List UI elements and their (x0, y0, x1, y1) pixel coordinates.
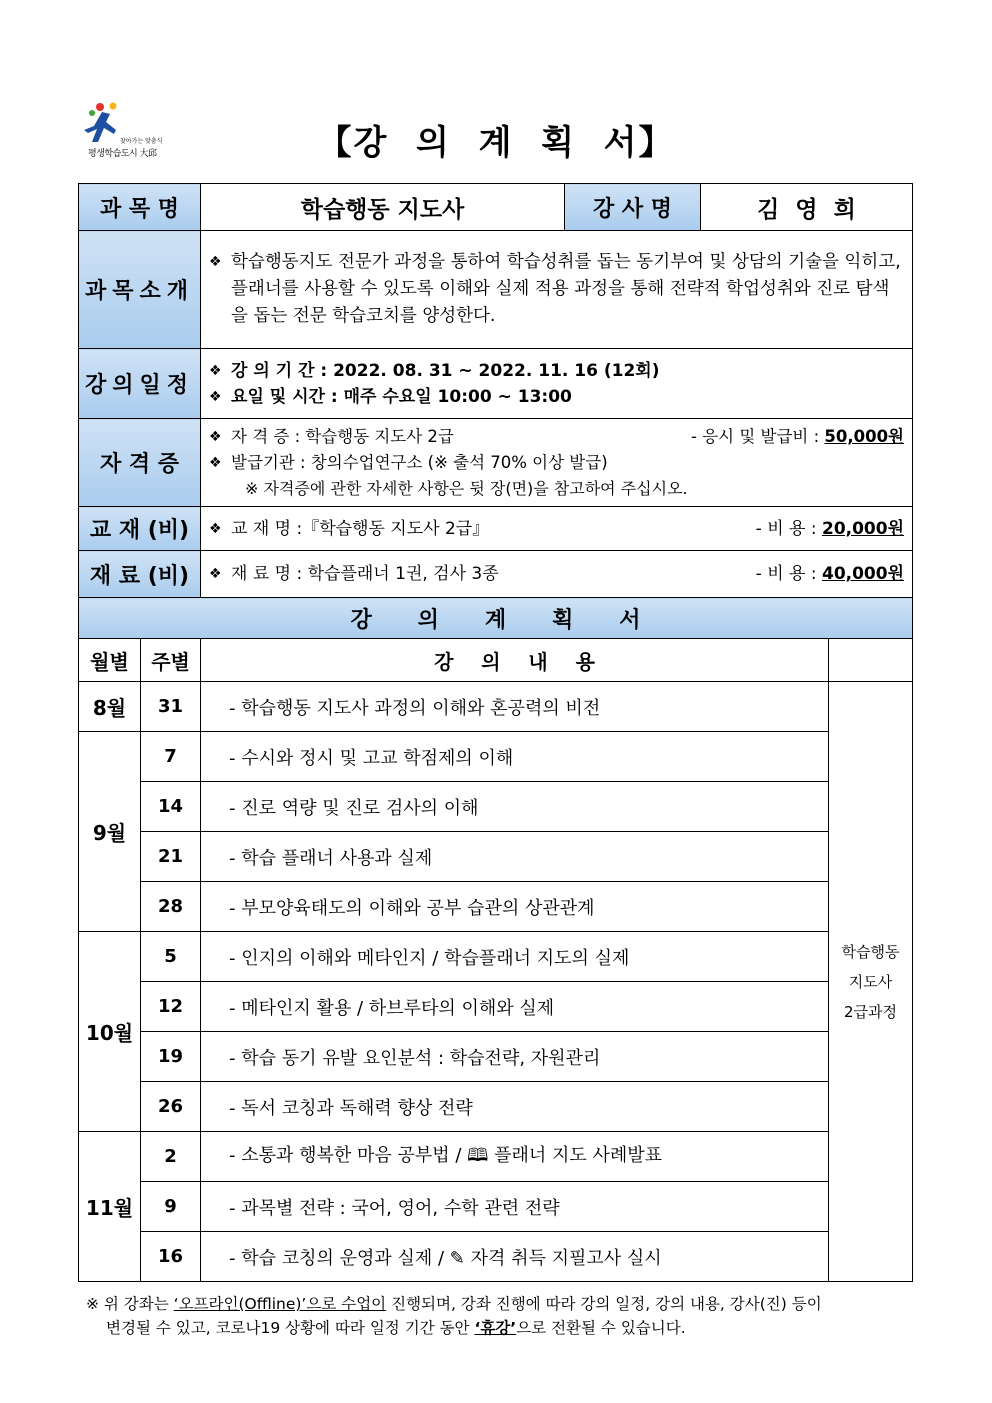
remark-line: 학습행동 (841, 942, 900, 961)
diamond-bullet-icon: ❖ (209, 455, 222, 471)
lecture-plan-table (78, 183, 913, 1282)
lecture-content-cell: - 진로 역량 및 진로 검사의 이해 (201, 782, 829, 832)
table-row (79, 1082, 913, 1132)
course-label: 과 목 명 (79, 184, 201, 231)
diamond-bullet-icon: ❖ (209, 362, 222, 379)
remark-line: 지도사 (848, 972, 893, 991)
cert-name: 자 격 증 : 학습행동 지도사 2급 (231, 427, 454, 446)
table-row (79, 1182, 913, 1232)
col-content-header: 강 의 내 용 (201, 639, 829, 682)
remark-line: 2급과정 (844, 1002, 898, 1021)
textbook-cell (201, 507, 913, 551)
col-remark-header (829, 639, 913, 682)
col-week-header: 주별 (141, 639, 201, 682)
schedule-label: 강의일정 (79, 349, 201, 419)
textbook-label: 교 재 (비) (79, 507, 201, 551)
table-row (79, 1032, 913, 1082)
logo-city-name: 평생학습도시 大邱 (88, 149, 157, 159)
table-row (79, 1232, 913, 1282)
lecture-content-cell: - 학습행동 지도사 과정의 이해와 혼공력의 비전 (201, 682, 829, 732)
material-name: 재 료 명 : 학습플래너 1권, 검사 3종 (231, 564, 499, 584)
week-cell: 28 (141, 882, 201, 932)
lecture-content-cell: - 부모양육태도의 이해와 공부 습관의 상관관계 (201, 882, 829, 932)
weekly-schedule (79, 682, 913, 1282)
table-row (79, 982, 913, 1032)
col-month-header: 월별 (79, 639, 141, 682)
week-cell: 14 (141, 782, 201, 832)
cert-note: ※ 자격증에 관한 자세한 사항은 뒷 장(면)을 참고하여 주십시오. (245, 479, 688, 498)
table-row (79, 782, 913, 832)
week-cell: 31 (141, 682, 201, 732)
cert-fee: 50,000원 (824, 427, 905, 446)
lecture-content-cell: - 학습 플래너 사용과 실제 (201, 832, 829, 882)
lecture-plan-band: 강 의 계 획 서 (79, 598, 913, 639)
diamond-bullet-icon: ❖ (209, 429, 222, 445)
textbook-fee-label: - 비 용 : (755, 518, 817, 539)
lecture-content-cell: - 소통과 행복한 마음 공부법 / 🕮 플래너 지도 사례발표 (201, 1132, 829, 1182)
cert-fee-label: - 응시 및 발급비 : (691, 427, 820, 446)
month-cell: 11월 (79, 1132, 141, 1282)
material-fee-label: - 비 용 : (755, 564, 817, 584)
course-name: 학습행동 지도사 (201, 184, 565, 231)
lecture-content-cell: - 학습 코칭의 운영과 실제 / ✎ 자격 취득 지필고사 실시 (201, 1232, 829, 1282)
week-cell: 9 (141, 1182, 201, 1232)
textbook-name: 교 재 명 :『학습행동 지도사 2급』 (231, 518, 490, 539)
week-cell: 12 (141, 982, 201, 1032)
lecture-content-cell: - 인지의 이해와 메타인지 / 학습플래너 지도의 실제 (201, 932, 829, 982)
table-row (79, 732, 913, 782)
week-cell: 2 (141, 1132, 201, 1182)
week-cell: 7 (141, 732, 201, 782)
diamond-bullet-icon: ❖ (209, 254, 222, 270)
table-row (79, 682, 913, 732)
instructor-name: 김 영 희 (701, 184, 913, 231)
logo-tagline: 찾아가는 맞춤식 (120, 138, 163, 145)
intro-text-cell (201, 231, 913, 349)
textbook-fee: 20,000원 (821, 518, 905, 539)
week-cell: 19 (141, 1032, 201, 1082)
table-row (79, 1132, 913, 1182)
week-cell: 21 (141, 832, 201, 882)
intro-text: 학습행동지도 전문가 과정을 통하여 학습성취를 돕는 동기부여 및 상담의 기술을 익히고, 플래너를 사용할 수 있도록 이해와 실제 적용 과정을 통해 전략적 학업성취와 진로 탐색을 돕는 전문 학습코치를 양성한다. (231, 252, 901, 326)
material-cell (201, 551, 913, 598)
cert-issuer: 발급기관 : 창의수업연구소 (※ 출석 70% 이상 발급) (231, 453, 608, 472)
table-row (79, 832, 913, 882)
diamond-bullet-icon: ❖ (209, 388, 222, 405)
month-cell: 9월 (79, 732, 141, 932)
intro-label: 과목소개 (79, 231, 201, 349)
diamond-bullet-icon: ❖ (209, 520, 222, 537)
remark-cell (829, 682, 913, 1282)
schedule-period: 강 의 기 간 : 2022. 08. 31 ~ 2022. 11. 16 (12회) (231, 360, 660, 381)
lecture-content-cell: - 학습 동기 유발 요인분석 : 학습전략, 자원관리 (201, 1032, 829, 1082)
month-cell: 8월 (79, 682, 141, 732)
lecture-content-cell: - 메타인지 활용 / 하브루타의 이해와 실제 (201, 982, 829, 1032)
lecture-content-cell: - 과목별 전략 : 국어, 영어, 수학 관련 전략 (201, 1182, 829, 1232)
cert-label: 자 격 증 (79, 419, 201, 507)
table-row (79, 882, 913, 932)
material-label: 재 료 (비) (79, 551, 201, 598)
week-cell: 5 (141, 932, 201, 982)
page-title: 【강 의 계 획 서】 (317, 123, 675, 163)
schedule-cell (201, 349, 913, 419)
cert-cell (201, 419, 913, 507)
table-row (79, 932, 913, 982)
material-fee: 40,000원 (821, 564, 905, 584)
week-cell: 26 (141, 1082, 201, 1132)
month-cell: 10월 (79, 932, 141, 1132)
lecture-content-cell: - 수시와 정시 및 고교 학점제의 이해 (201, 732, 829, 782)
schedule-time: 요일 및 시간 : 매주 수요일 10:00 ~ 13:00 (231, 386, 572, 407)
instructor-label: 강 사 명 (565, 184, 701, 231)
footer-note: ※ 위 강좌는 ‘오프라인(Offline)’으로 수업이 진행되며, 강좌 진행에 따라 강의 일정, 강의 내용, 강사(진) 등이 변경될 수 있고, 코로나19 상황에 따라 일정 기간 동안 ‘휴강’으로 전환될 수 있습니다. (86, 1295, 822, 1337)
diamond-bullet-icon: ❖ (209, 566, 222, 582)
week-cell: 16 (141, 1232, 201, 1282)
lecture-content-cell: - 독서 코칭과 독해력 향상 전략 (201, 1082, 829, 1132)
